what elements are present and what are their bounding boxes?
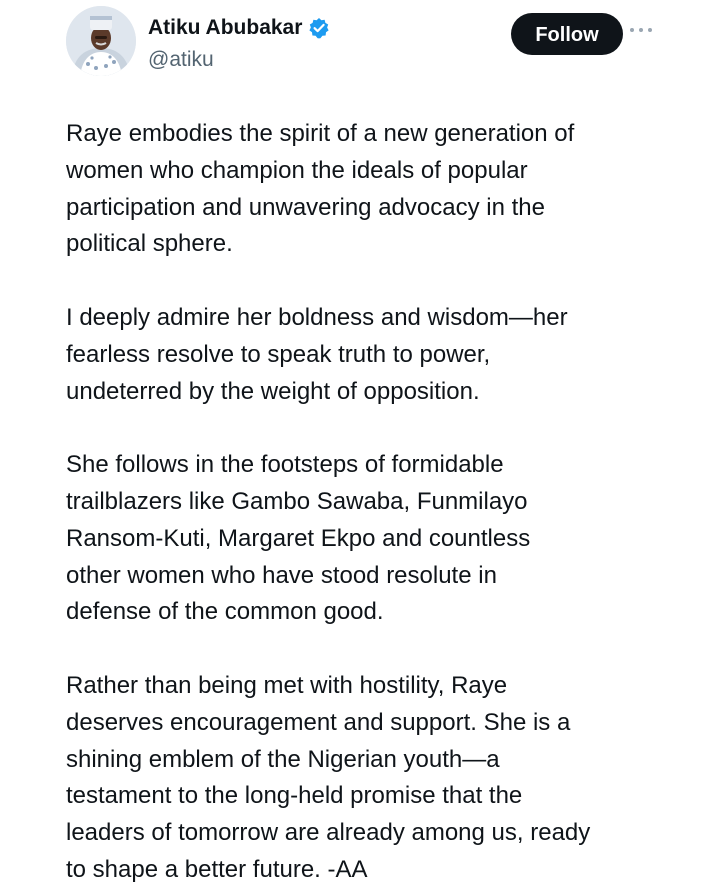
tweet-paragraph: Raye embodies the spirit of a new generation of women who champion the ideals of popular participation and unwavering advocacy in the political sphere. bbox=[66, 120, 575, 258]
avatar[interactable] bbox=[66, 6, 136, 76]
tweet-paragraph: She follows in the footsteps of formidable trailblazers like Gambo Sawaba, Funmilayo Ransom-Kuti, Margaret Ekpo and countless other women who have stood resolute in defense of the common good. bbox=[66, 451, 531, 626]
tweet-paragraph: Rather than being met with hostility, Raye deserves encouragement and support. She is a shining emblem of the Nigerian youth—a testament to the long-held promise that the leaders of tomorrow are already among us, ready to shape a better future. -AA bbox=[66, 671, 591, 883]
author-handle[interactable]: @atiku bbox=[148, 48, 214, 71]
follow-button[interactable]: Follow bbox=[511, 13, 623, 55]
avatar-photo-icon bbox=[66, 6, 136, 76]
author-display-name[interactable]: Atiku Abubakar bbox=[148, 16, 303, 39]
tweet-text bbox=[66, 116, 706, 889]
tweet-paragraph: I deeply admire her boldness and wisdom—her fearless resolve to speak truth to power, undeterred by the weight of opposition. bbox=[66, 303, 568, 405]
tweet-header bbox=[66, 6, 706, 80]
more-options-icon[interactable] bbox=[626, 18, 656, 42]
author-name-row bbox=[148, 16, 330, 40]
verified-badge-icon bbox=[308, 17, 330, 39]
